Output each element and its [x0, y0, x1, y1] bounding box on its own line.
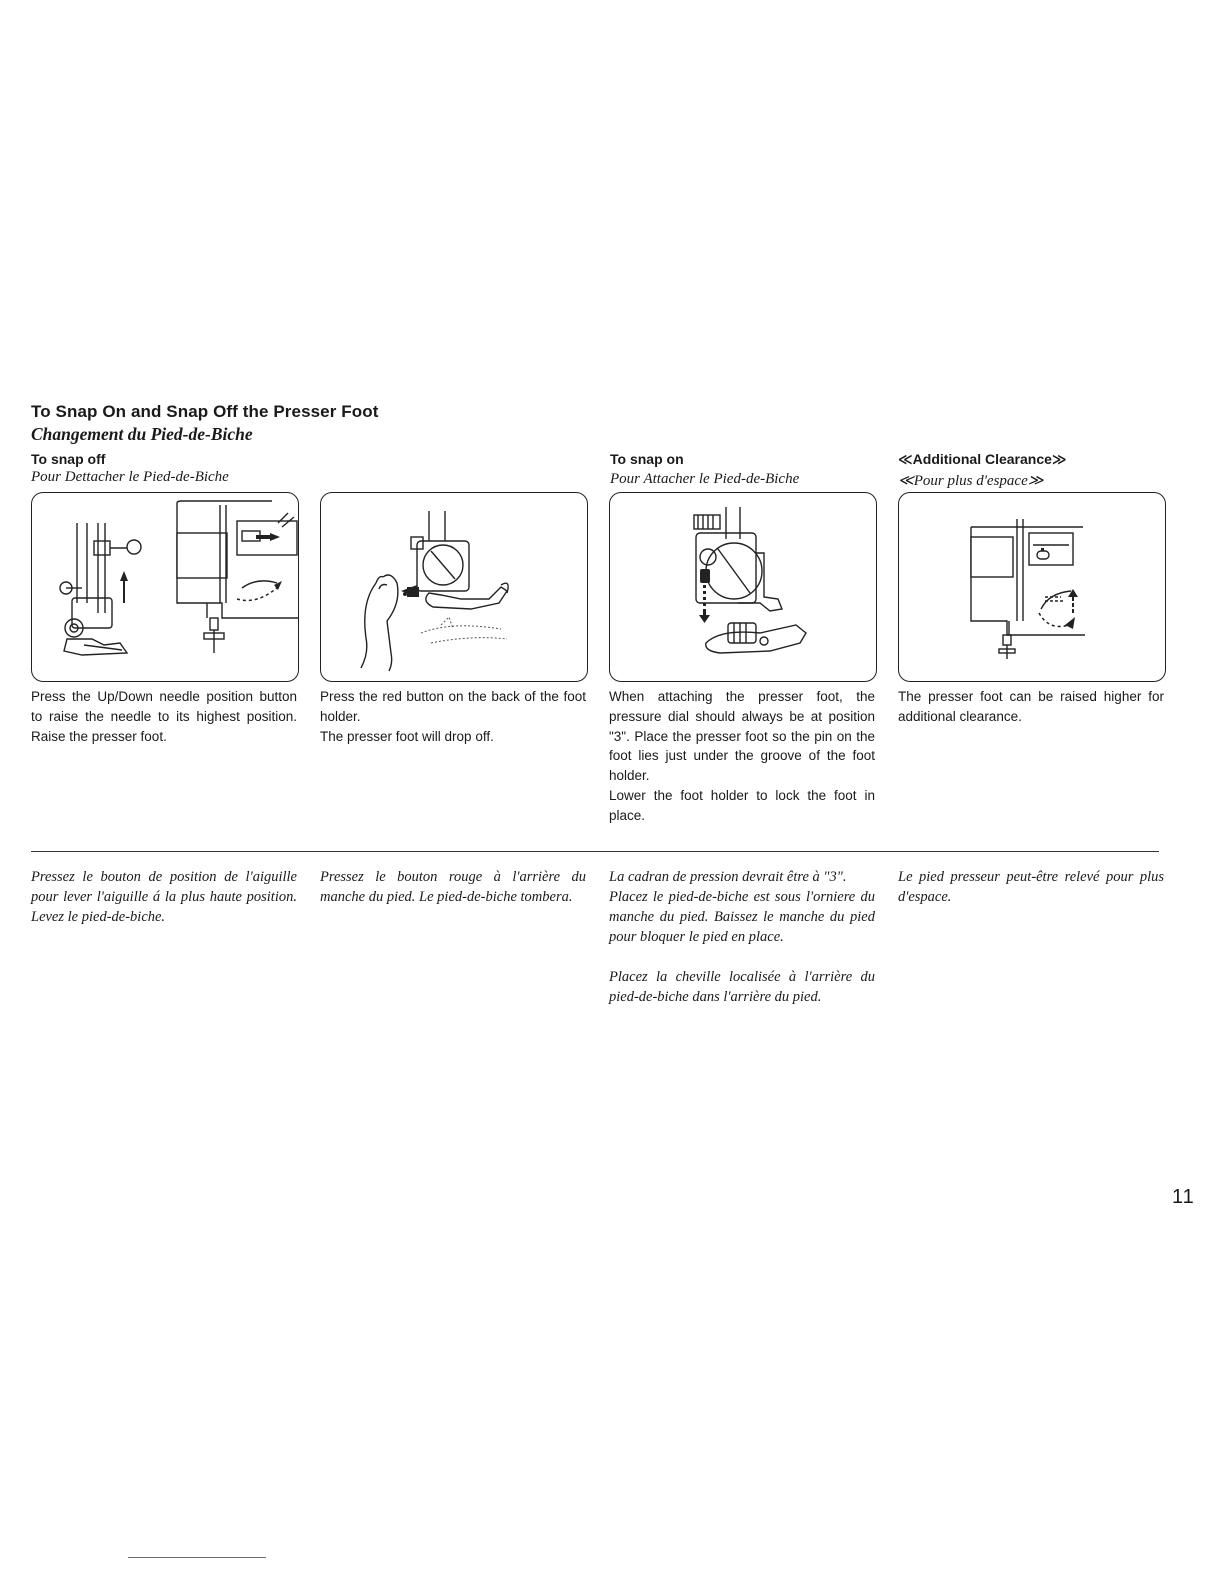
illustration-red-button: [320, 492, 588, 682]
illustration-snap-on: [609, 492, 877, 682]
description-lower-holder-text: Lower the foot holder to lock the foot in place.: [609, 787, 875, 823]
section-divider: [31, 851, 1159, 852]
subhead-snap-on: To snap on: [610, 451, 684, 467]
illustration-additional-clearance: [898, 492, 1166, 682]
section-title-french: Changement du Pied-de-Biche: [31, 424, 253, 444]
subhead-snap-on-french: Pour Attacher le Pied-de-Biche: [610, 471, 800, 487]
french-place-foot-text: Placez le pied-de-biche est sous l'orniere du manche du pied. Baissez le manche du pied pour bloquer le pied en place.: [609, 889, 875, 945]
description-needle-raise: [31, 687, 297, 746]
description-needle-raise-text: Press the Up/Down needle position button to raise the needle to its highest position. Raise the presser foot.: [31, 689, 297, 744]
red-button-drawing: [321, 493, 587, 681]
french-red-button: [320, 867, 586, 907]
french-snap-on: [609, 867, 875, 1007]
french-clearance: [898, 867, 1164, 907]
description-red-button: [320, 687, 586, 746]
section-title: To Snap On and Snap Off the Presser Foot: [31, 402, 379, 421]
subhead-additional-clearance-french: ≪Pour plus d'espace≫: [898, 473, 1044, 489]
illustration-needle-raise: [31, 492, 299, 682]
french-needle-raise-text: Pressez le bouton de position de l'aiguille pour lever l'aiguille á la plus haute position. Levez le pied-de-biche.: [31, 869, 297, 925]
subhead-snap-off: To snap off: [31, 451, 106, 467]
description-snap-on-text: When attaching the presser foot, the pressure dial should always be at position "3". Place the presser foot so the pin on the foot lies just under the groove of the foot holder.: [609, 689, 875, 784]
description-foot-drop-text: The presser foot will drop off.: [320, 728, 494, 744]
french-clearance-text: Le pied presseur peut-être relevé pour plus d'espace.: [898, 869, 1164, 905]
snap-on-drawing: [610, 493, 876, 681]
description-clearance-text: The presser foot can be raised higher for additional clearance.: [898, 689, 1164, 724]
description-snap-on: [609, 687, 875, 826]
needle-raise-drawing: [32, 493, 298, 681]
subhead-additional-clearance: ≪Additional Clearance≫: [898, 451, 1067, 467]
footer-rule: [128, 1557, 266, 1558]
subhead-snap-off-french: Pour Dettacher le Pied-de-Biche: [31, 469, 229, 485]
description-red-button-text: Press the red button on the back of the foot holder.: [320, 689, 586, 724]
additional-clearance-drawing: [899, 493, 1165, 681]
french-needle-raise: [31, 867, 297, 927]
page-number: 11: [1172, 1186, 1195, 1208]
description-clearance: [898, 687, 1164, 727]
french-red-button-text: Pressez le bouton rouge à l'arrière du manche du pied. Le pied-de-biche tombera.: [320, 869, 586, 905]
french-pin-text: Placez la cheville localisée à l'arrière du pied-de-biche dans l'arrière du pied.: [609, 969, 875, 1005]
french-pressure-text: La cadran de pression devrait être à "3".: [609, 869, 847, 885]
